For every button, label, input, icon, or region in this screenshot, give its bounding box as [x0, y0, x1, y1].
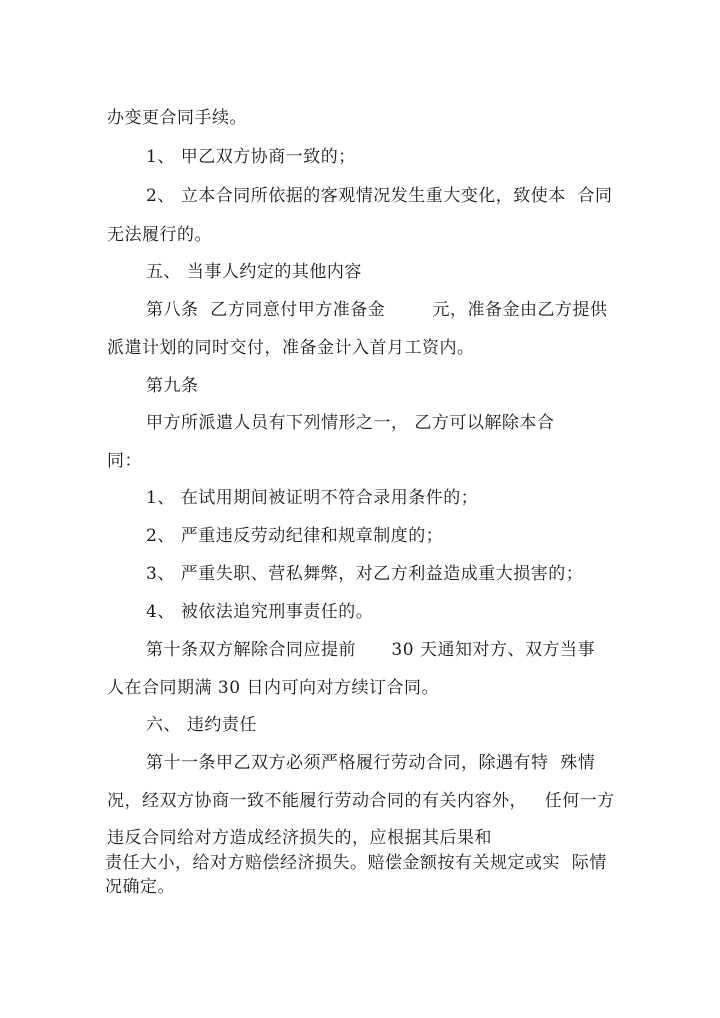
paragraph-line: 同： — [107, 451, 142, 471]
paragraph-line: 甲方所派遣人员有下列情形之一， 乙方可以解除本合 — [146, 413, 555, 433]
paragraph-line: 2、 严重违反劳动纪律和规章制度的； — [146, 526, 444, 546]
paragraph-line: 责任大小，给对方赔偿经济损失。赔偿金额按有关规定或实 际情 — [105, 853, 607, 873]
paragraph-line: 1、 甲乙双方协商一致的； — [146, 147, 356, 167]
section-heading: 五、 当事人约定的其他内容 — [146, 262, 362, 282]
paragraph-line: 第八条 乙方同意付甲方准备金 元，准备金由乙方提供 — [146, 300, 608, 320]
paragraph-line: 无法履行的。 — [107, 225, 212, 245]
article-heading: 第九条 — [146, 376, 199, 396]
paragraph-line: 1、 在试用期间被证明不符合录用条件的； — [146, 488, 479, 508]
paragraph-line: 2、 立本合同所依据的客观情况发生重大变化，致使本 合同 — [146, 186, 613, 206]
paragraph-line: 第十条双方解除合同应提前 30 天通知对方、双方当事 — [146, 640, 595, 660]
paragraph-line: 第十一条甲乙双方必须严格履行劳动合同，除遇有特 殊情 — [146, 753, 596, 773]
paragraph-line: 况，经双方协商一致不能履行劳动合同的有关内容外， 任何一方 — [107, 791, 615, 811]
paragraph-line: 违反合同给对方造成经济损失的，应根据其后果和 — [107, 828, 492, 848]
paragraph-line: 4、 被依法追究刑事责任的。 — [146, 602, 374, 622]
paragraph-line: 派遣计划的同时交付，准备金计入首月工资内。 — [107, 338, 475, 358]
section-heading: 六、 违约责任 — [146, 715, 257, 735]
paragraph-line: 况确定。 — [105, 877, 175, 897]
paragraph-line: 办变更合同手续。 — [107, 108, 247, 128]
paragraph-line: 人在合同期满 30 日内可向对方续订合同。 — [107, 678, 439, 698]
paragraph-line: 3、 严重失职、营私舞弊，对乙方利益造成重大损害的； — [146, 564, 584, 584]
